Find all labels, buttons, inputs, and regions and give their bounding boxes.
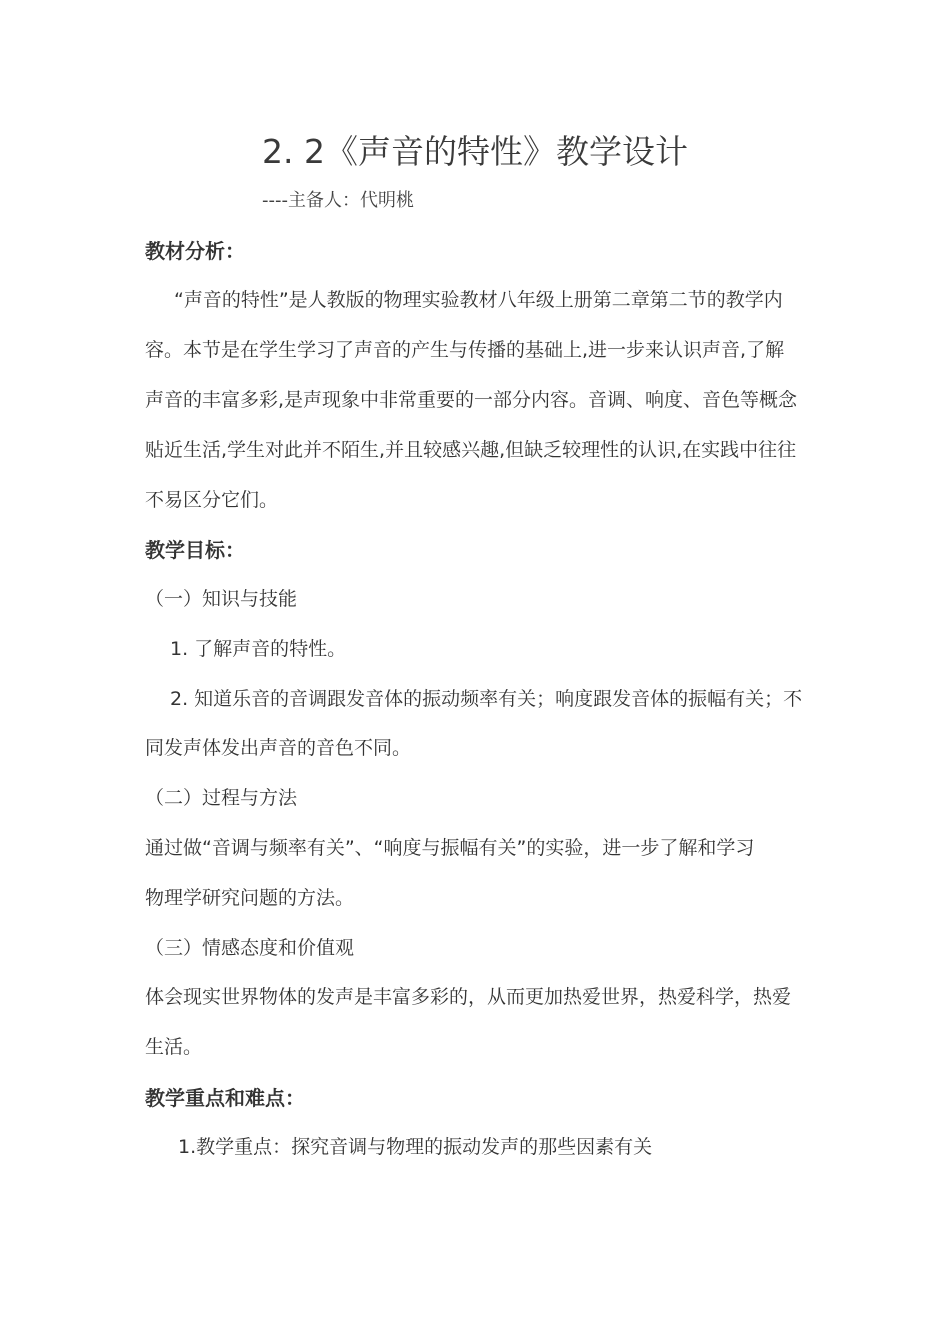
- paragraph-line: 体会现实世界物体的发声是丰富多彩的，从而更加热爱世界，热爱科学，热爱: [145, 986, 792, 1008]
- paragraph-line: 容。本节是在学生学习了声音的产生与传播的基础上,进一步来认识声音,了解: [145, 339, 785, 361]
- section-heading-goals: 教学目标：: [145, 538, 245, 562]
- list-item-continuation: 同发声体发出声音的音色不同。: [145, 737, 412, 759]
- list-item: 1.教学重点：探究音调与物理的振动发声的那些因素有关: [178, 1136, 653, 1158]
- paragraph-line: 不易区分它们。: [145, 489, 279, 511]
- paragraph-line: 通过做“音调与频率有关”、“响度与振幅有关”的实验，进一步了解和学习: [145, 837, 755, 859]
- subsection-label-knowledge: （一）知识与技能: [145, 588, 298, 610]
- subsection-label-attitude: （三）情感态度和价值观: [145, 937, 355, 959]
- list-item: 1. 了解声音的特性。: [170, 638, 347, 660]
- paragraph-line: 声音的丰富多彩,是声现象中非常重要的一部分内容。音调、响度、音色等概念: [145, 389, 798, 411]
- page-title: 2. 2《声音的特性》教学设计: [262, 132, 688, 171]
- section-heading-materials: 教材分析：: [145, 239, 245, 263]
- paragraph-line: 贴近生活,学生对此并不陌生,并且较感兴趣,但缺乏较理性的认识,在实践中往往: [145, 439, 797, 461]
- paragraph-line: “声音的特性”是人教版的物理实验教材八年级上册第二章第二节的教学内: [174, 289, 783, 311]
- paragraph-line: 生活。: [145, 1036, 203, 1058]
- paragraph-line: 物理学研究问题的方法。: [145, 887, 355, 909]
- subsection-label-process: （二）过程与方法: [145, 787, 298, 809]
- author-line: ----主备人：代明桃: [262, 190, 414, 211]
- list-item: 2. 知道乐音的音调跟发音体的振动频率有关；响度跟发音体的振幅有关；不: [170, 688, 803, 710]
- section-heading-keypoints: 教学重点和难点：: [145, 1086, 305, 1110]
